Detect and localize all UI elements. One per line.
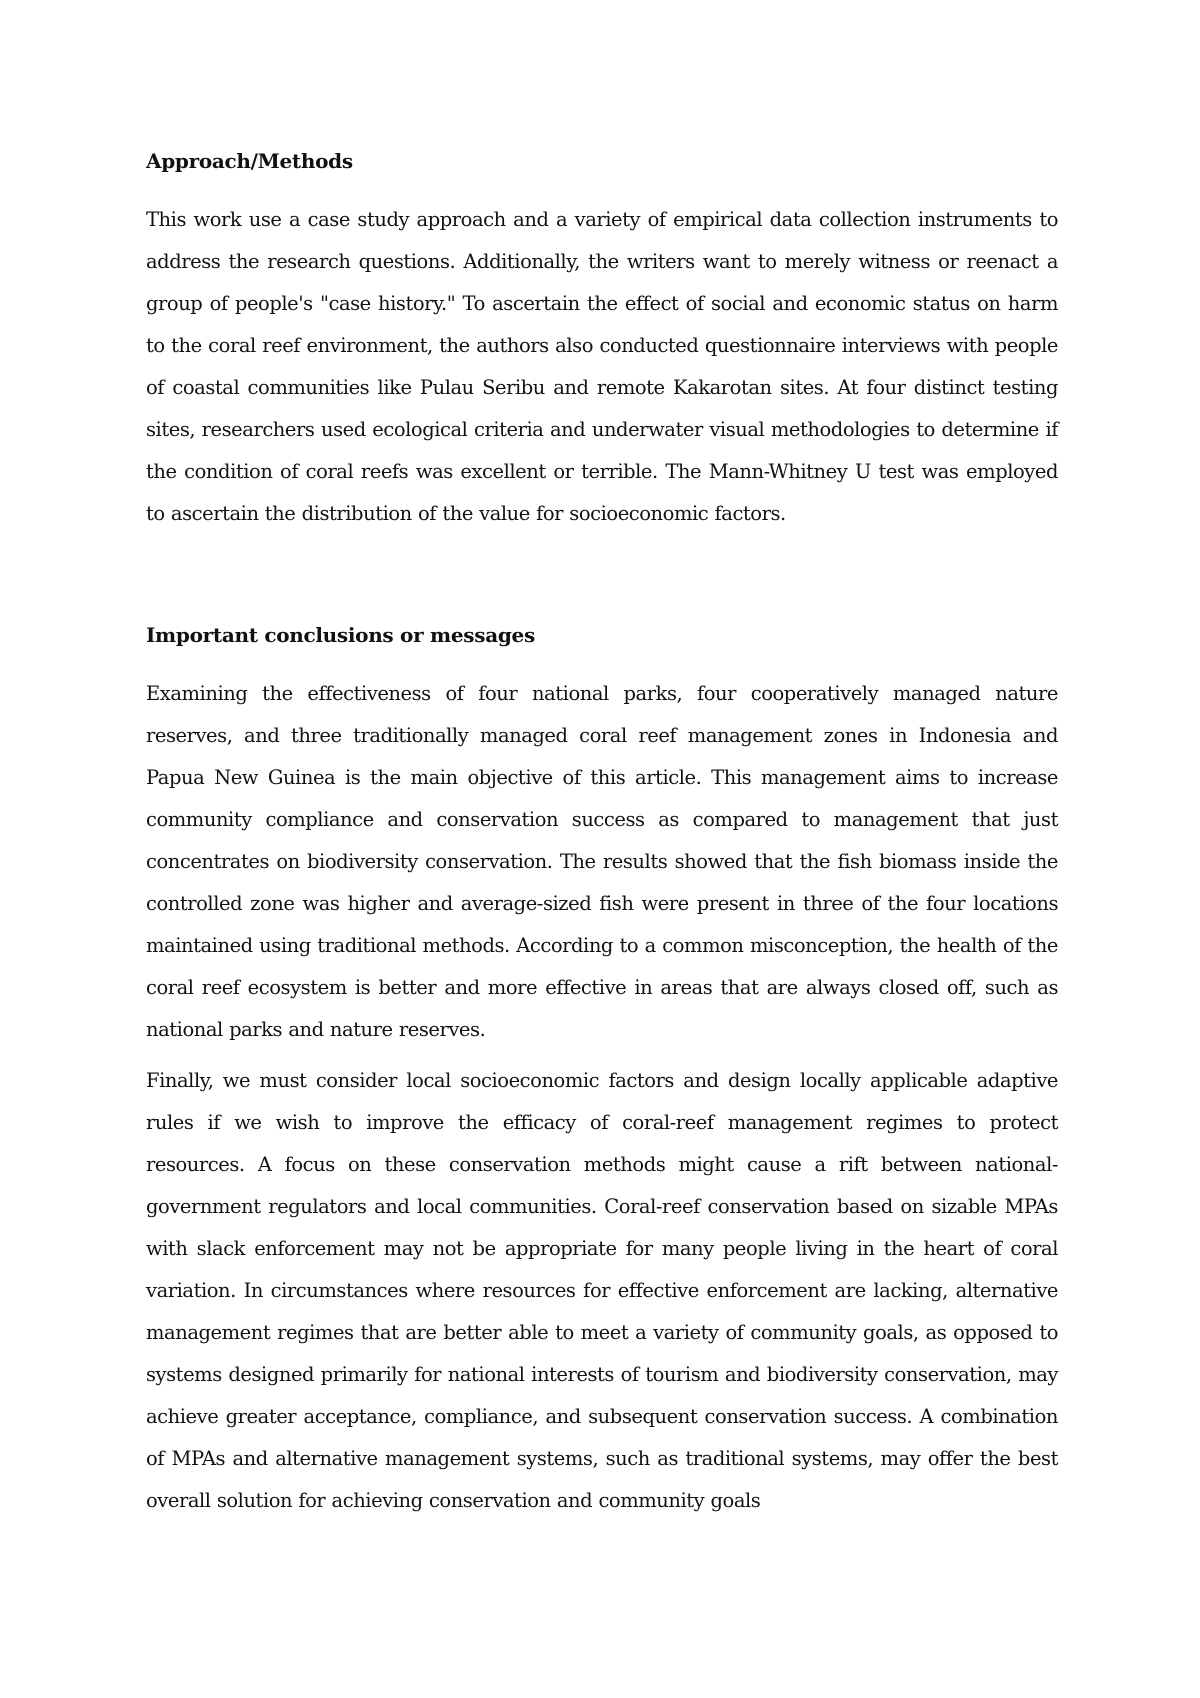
paragraph: This work use a case study approach and a variety of empirical data collection instruments to address the research questions. Additionally, the writers want to merely witness or reenact a group of people's "case history." To ascertain the effect of social and economic status on harm to the coral reef environment, the authors also conducted questionnaire interviews with people of coastal communities like Pulau Seribu and remote Kakarotan sites. At four distinct testing sites, researchers used ecological criteria and underwater visual methodologies to determine if the condition of coral reefs was excellent or terrible. The Mann-Whitney U test was employed to ascertain the distribution of the value for socioeconomic factors. xyxy=(146,208,1058,525)
section-approach-methods xyxy=(146,140,1058,535)
section-spacer xyxy=(146,535,1058,614)
document-body xyxy=(146,140,1058,1522)
section-important-conclusions xyxy=(146,614,1058,1522)
section-heading: Important conclusions or messages xyxy=(146,623,535,647)
section-heading: Approach/Methods xyxy=(146,149,353,173)
paragraph: Finally, we must consider local socioeconomic factors and design locally applicable adaptive rules if we wish to improve the efficacy of coral-reef management regimes to protect resources. A focus on these conservation methods might cause a rift between national-government regulators and local communities. Coral-reef conservation based on sizable MPAs with slack enforcement may not be appropriate for many people living in the heart of coral variation. In circumstances where resources for effective enforcement are lacking, alternative management regimes that are better able to meet a variety of community goals, as opposed to systems designed primarily for national interests of tourism and biodiversity conservation, may achieve greater acceptance, compliance, and subsequent conservation success. A combination of MPAs and alternative management systems, such as traditional systems, may offer the best overall solution for achieving conservation and community goals xyxy=(146,1069,1058,1512)
paragraph: Examining the effectiveness of four national parks, four cooperatively managed nature reserves, and three traditionally managed coral reef management zones in Indonesia and Papua New Guinea is the main objective of this article. This management aims to increase community compliance and conservation success as compared to management that just concentrates on biodiversity conservation. The results showed that the fish biomass inside the controlled zone was higher and average-sized fish were present in three of the four locations maintained using traditional methods. According to a common misconception, the health of the coral reef ecosystem is better and more effective in areas that are always closed off, such as national parks and nature reserves. xyxy=(146,682,1058,1041)
